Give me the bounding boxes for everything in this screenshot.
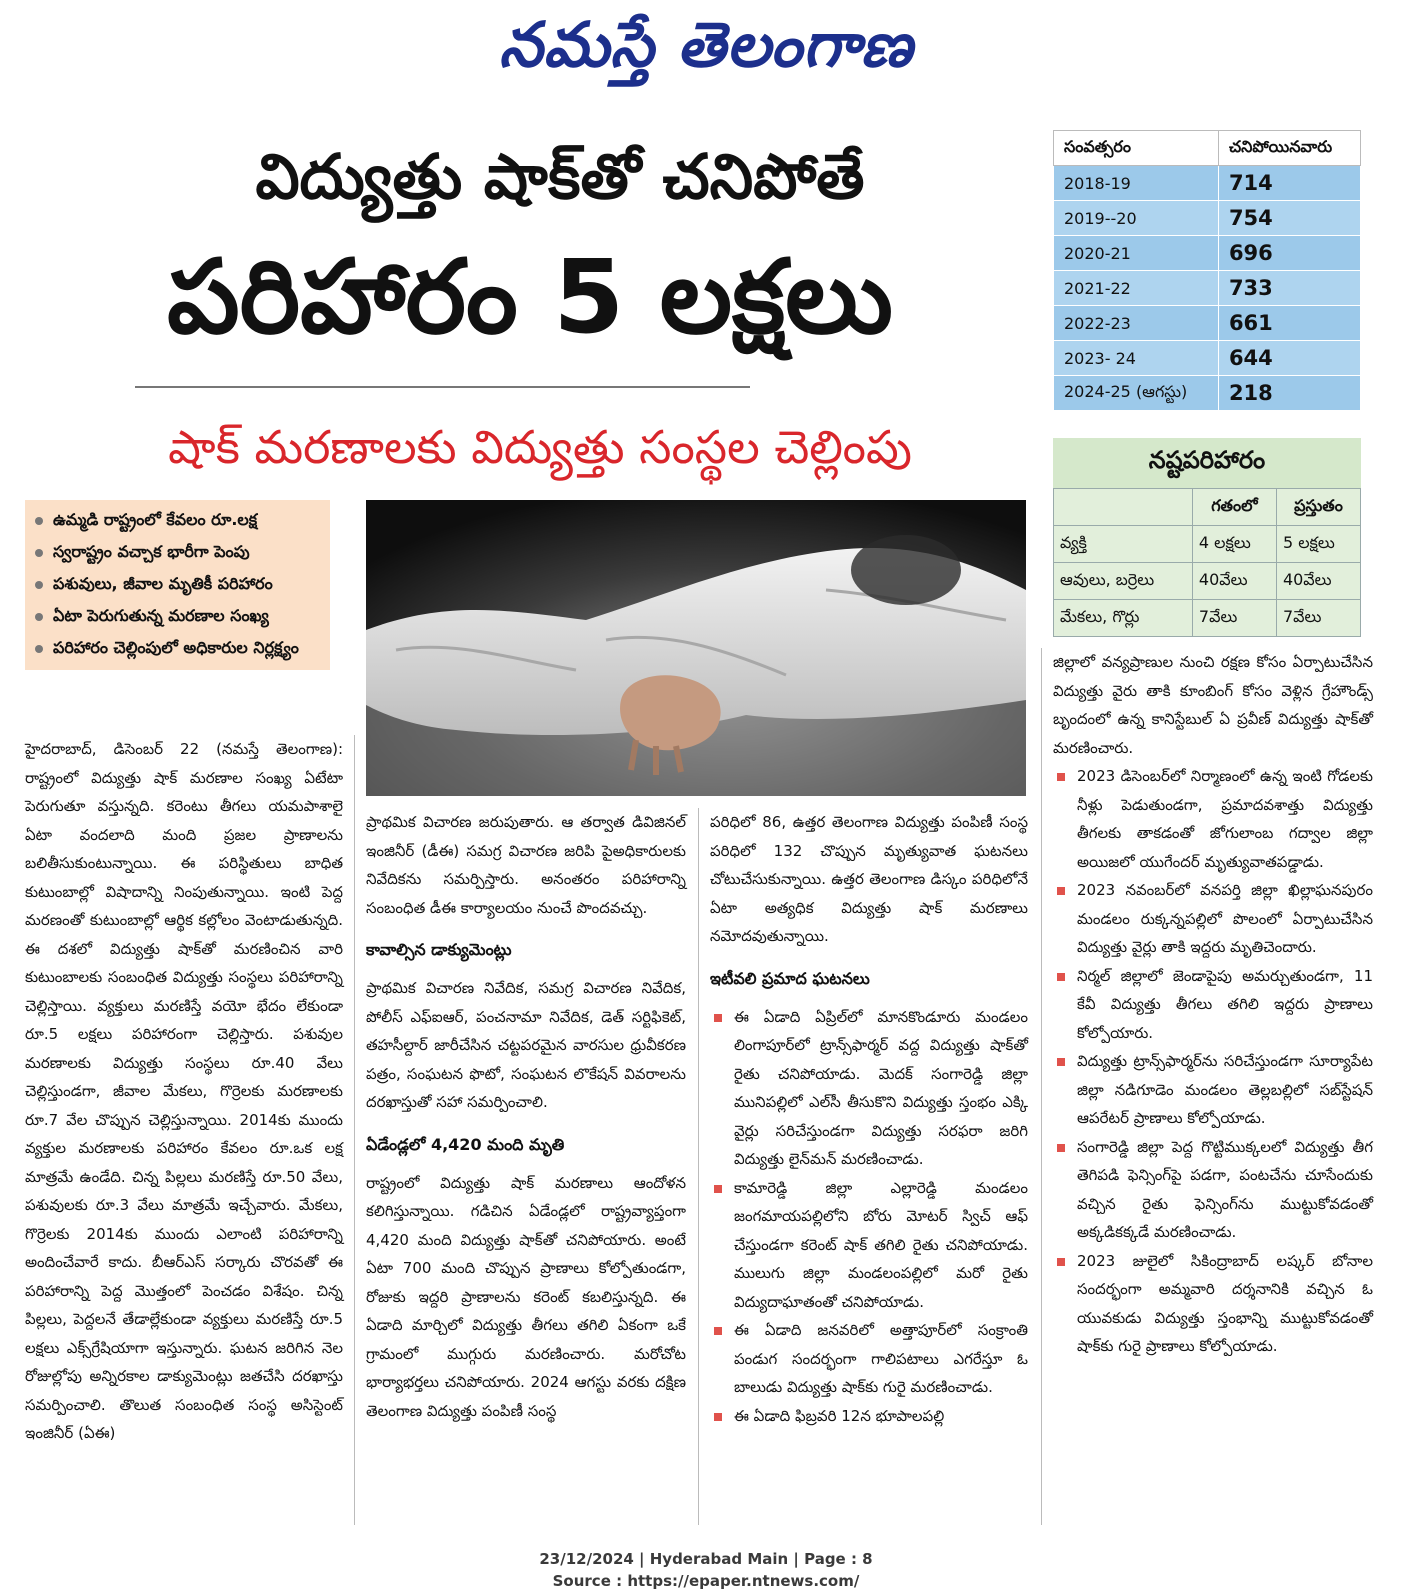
year-cell: 2020-21 — [1054, 236, 1219, 271]
incident-text: విద్యుత్తు ట్రాన్స్‌ఫార్మర్‌ను సరిచేస్తుండగా సూర్యాపేట జిల్లా నడిగూడెం మండలం తెల్లబల్లిలో సబ్‌స్టేషన్ ఆపరేటర్ ప్రాణాలు కోల్పోయాడు. — [1077, 1052, 1373, 1127]
year-cell: 2019--20 — [1054, 201, 1219, 236]
article-paragraph: ప్రాథమిక విచారణ జరుపుతారు. ఆ తర్వాత డివిజినల్ ఇంజినీర్ (డీఈ) సమగ్ర విచారణ జరిపి పైఅధికారులకు నివేదికను సమర్పిస్తారు. అనంతరం పరిహారాన్ని సంబంధిత డీఈ కార్యాలయం నుంచే పొందవచ్చు. — [366, 813, 686, 917]
headline-rule — [135, 386, 750, 388]
column-divider — [698, 808, 699, 1525]
incident-item — [710, 1174, 1028, 1317]
highlight-item — [33, 504, 322, 536]
table-header-row — [1054, 489, 1361, 526]
highlight-text: ఏటా పెరుగుతున్న మరణాల సంఖ్య — [53, 606, 269, 625]
article-paragraph: రాష్ట్రంలో విద్యుత్తు షాక్ మరణాలు ఆందోళన కలిగిస్తున్నాయి. గడిచిన ఏడేండ్లలో రాష్ట్రవ్యాప్తంగా 4,420 మంది విద్యుత్తు షాక్‌తో చనిపోయారు. అంటే ఏటా 700 మంది చొప్పున ప్రాణాలు కోల్పోతుండగా, రోజుకు ఇద్దరి ప్రాణాలను కరెంట్ కబలిస్తున్నది. ఈ ఏడాది మార్చిలో విద్యుత్తు తీగలు తగిలి ఏకంగా ఒకే గ్రామంలో ముగ్గురు మరణించారు. మరోచోట భార్యాభర్తలు చనిపోయారు. 2024 ఆగస్టు వరకు దక్షిణ తెలంగాణ విద్యుత్తు పంపిణీ సంస్థ — [366, 1173, 686, 1420]
newspaper-masthead: నమస్తే తెలంగాణ — [498, 8, 914, 81]
incident-item — [710, 1402, 1028, 1431]
count-cell: 661 — [1218, 306, 1360, 341]
incident-item — [710, 1316, 1028, 1402]
column-divider — [1041, 648, 1042, 1525]
year-cell: 2024-25 (ఆగస్టు) — [1054, 376, 1219, 411]
bullet-icon — [714, 1327, 722, 1335]
incident-text: కామారెడ్డి జిల్లా ఎల్లారెడ్డి మండలం జంగమాయపల్లిలోని బోరు మోటర్ స్విచ్ ఆఫ్ చేస్తుండగా కరెంట్ షాక్ తగిలి రైతు చనిపోయాడు. ములుగు జిల్లా మండలంపల్లిలో మరో రైతు విద్యుదాఘాతంతో చనిపోయాడు. — [734, 1178, 1028, 1311]
incident-text: నిర్మల్ జిల్లాలో జెండాపైపు అమర్చుతుండగా, 11 కేవీ విద్యుత్తు తీగలు తగిలి ఇద్దరు ప్రాణాలు కోల్పోయారు. — [1077, 966, 1373, 1042]
bullet-icon — [35, 581, 43, 589]
edition-info: 23/12/2024 | Hyderabad Main | Page : 8 — [539, 1550, 873, 1568]
year-cell: 2018-19 — [1054, 166, 1219, 201]
headline-line2: పరిహారం 5 లక్షలు — [167, 238, 893, 357]
covered-body-illustration — [366, 500, 1026, 796]
bullet-icon — [35, 549, 43, 557]
count-cell: 644 — [1218, 341, 1360, 376]
year-cell: 2021-22 — [1054, 271, 1219, 306]
table-header: ప్రస్తుతం — [1276, 489, 1360, 526]
count-cell: 733 — [1218, 271, 1360, 306]
highlight-text: పశువులు, జీవాల మృతికీ పరిహారం — [53, 574, 273, 593]
current-cell: 7వేలు — [1276, 600, 1360, 637]
count-cell: 714 — [1218, 166, 1360, 201]
compensation-table — [1053, 438, 1361, 637]
incident-item — [1053, 762, 1373, 876]
bullet-icon — [1057, 1258, 1065, 1266]
table-header — [1054, 489, 1193, 526]
source-link[interactable]: Source : https://epaper.ntnews.com/ — [552, 1572, 860, 1590]
article-column-1 — [25, 735, 343, 1448]
section-subheading: ఏడేండ్లలో 4,420 మంది మృతి — [366, 1134, 565, 1154]
section-subheading: కావాల్సిన డాక్యుమెంట్లు — [366, 940, 512, 959]
bullet-icon — [714, 1413, 722, 1421]
incident-item — [1053, 962, 1373, 1048]
table-row — [1054, 166, 1361, 201]
highlight-text: ఉమ్మడి రాష్ట్రంలో కేవలం రూ.లక్ష — [53, 510, 258, 529]
incident-text: ఈ ఏడాది ఫిబ్రవరి 12న భూపాలపల్లి — [734, 1406, 945, 1425]
highlight-item — [33, 632, 322, 664]
table-row — [1054, 600, 1361, 637]
article-column-2 — [366, 808, 686, 1425]
current-cell: 5 లక్షలు — [1276, 526, 1360, 563]
article-column-3 — [710, 808, 1028, 1430]
year-cell: 2022-23 — [1054, 306, 1219, 341]
table-row — [1054, 526, 1361, 563]
incident-text: ఈ ఏడాది జనవరిలో అత్తాపూర్‌లో సంక్రాంతి పండుగ సందర్భంగా గాలిపటాలు ఎగరేస్తూ ఓ బాలుడు విద్యుత్తు షాక్‌కు గురై మరణించాడు. — [734, 1321, 1028, 1396]
incident-text: 2023 డిసెంబర్‌లో నిర్మాణంలో ఉన్న ఇంటి గోడలకు నీళ్లు పెడుతుండగా, ప్రమాదవశాత్తు విద్యుత్తు తీగలకు తాకడంతో జోగులాంబ గద్వాల జిల్లా అయిజలో యుగేందర్ మృత్యువాతపడ్డాడు. — [1077, 767, 1373, 871]
bullet-icon — [714, 1185, 722, 1193]
previous-cell: 40వేలు — [1192, 563, 1276, 600]
highlights-box — [25, 500, 330, 670]
news-photo — [366, 500, 1026, 796]
highlight-item — [33, 536, 322, 568]
table-header: సంవత్సరం — [1054, 131, 1219, 166]
bullet-icon — [714, 1014, 722, 1022]
article-paragraph: హైదరాబాద్, డిసెంబర్ 22 (నమస్తే తెలంగాణ): రాష్ట్రంలో విద్యుత్తు షాక్ మరణాల సంఖ్య ఏటేటా పెరుగుతూ వస్తున్నది. కరెంటు తీగలు యమపాశాలై ఏటా వందలాది మంది ప్రజల ప్రాణాలను బలితీసుకుంటున్నాయి. ఈ పరిస్థితులు బాధిత కుటుంబాల్లో విషాదాన్ని నింపుతున్నాయి. ఇంటి పెద్ద మరణంతో కుటుంబాల్లో ఆర్థిక కల్లోలం వెంటాడుతున్నది. ఈ దశలో విద్యుత్తు షాక్‌తో మరణించిన వారి కుటుంబాలకు సంబంధిత విద్యుత్తు సంస్థలు పరిహారాన్ని చెల్లిస్తాయి. వ్యక్తులు మరణిస్తే వయో భేదం లేకుండా రూ.5 లక్షలు పరిహారంగా చెల్లిస్తారు. పశువుల మరణాలకు విద్యుత్తు సంస్థలు రూ.40 వేలు చెల్లిస్తుండగా, జీవాల మేకలు, గొర్రెలకు మరణాలకు రూ.7 వేల చొప్పున చెల్లిస్తున్నాయి. 2014కు ముందు వ్యక్తుల మరణాలకు పరిహారం కేవలం రూ.ఒక లక్ష మాత్రమే ఉండేది. చిన్న పిల్లలు మరణిస్తే రూ.50 వేలు, పశువులకు రూ.3 వేలు మాత్రమే ఇచ్చేవారు. మేకలు, గొర్రెలకు 2014కు ముందు ఎలాంటి పరిహారాన్ని అందించేవారే కాదు. బీఆర్‌ఎస్ సర్కారు చొరవతో ఈ పరిహారాన్ని పెద్ద మొత్తంలో పెంచడం విశేషం. చిన్న పిల్లలు, పెద్దలనే తేడాల్లేకుండా వ్యక్తులు మరణిస్తే రూ.5 లక్షలు ఎక్స్‌గ్రేషియాగా ఇస్తున్నారు. ఘటన జరిగిన నెల రోజుల్లోపు అన్నిరకాల డాక్యుమెంట్లు జతచేసి దరఖాస్తు సమర్పించాలి. తొలుత సంబంధిత సంస్థ అసిస్టెంట్ ఇంజినీర్ (ఏఈ) — [25, 740, 343, 1442]
category-cell: మేకలు, గొర్లు — [1054, 600, 1193, 637]
current-cell: 40వేలు — [1276, 563, 1360, 600]
bullet-icon — [35, 645, 43, 653]
bullet-icon — [35, 517, 43, 525]
count-cell: 754 — [1218, 201, 1360, 236]
incident-text: 2023 నవంబర్‌లో వనపర్తి జిల్లా ఖిల్లాఘనపురం మండలం రుక్కన్నపల్లిలో పొలంలో ఏర్పాటుచేసిన విద్యుత్తు వైర్లు తాకి ఇద్దరు మృతిచెందారు. — [1077, 881, 1373, 956]
table-row — [1054, 563, 1361, 600]
table-row — [1054, 236, 1361, 271]
article-paragraph: ప్రాథమిక విచారణ నివేదిక, సమగ్ర విచారణ నివేదిక, పోలీస్ ఎఫ్‌ఐఆర్, పంచనామా నివేదిక, డెత్ సర్టిఫికెట్, తహసీల్దార్ జారీచేసిన చట్టపరమైన వారసుల ధ్రువీకరణ పత్రం, సంఘటన ఫొటో, సంఘటన లొకేషన్ వివరాలను దరఖాస్తుతో సహా సమర్పించాలి. — [366, 979, 686, 1111]
highlight-text: పరిహారం చెల్లింపులో అధికారుల నిర్లక్ష్యం — [53, 638, 299, 657]
incident-item — [1053, 1047, 1373, 1133]
column-divider — [354, 735, 355, 1525]
bullet-icon — [35, 613, 43, 621]
count-cell: 696 — [1218, 236, 1360, 271]
category-cell: ఆవులు, బర్రెలు — [1054, 563, 1193, 600]
incident-text: 2023 జులైలో సికింద్రాబాద్ లష్కర్ బోనాల సందర్భంగా అమ్మవారి దర్శనానికి వచ్చిన ఓ యువకుడు విద్యుత్తు స్తంభాన్ని ముట్టుకోవడంతో షాక్‌కు గురై ప్రాణాలు కోల్పోయాడు. — [1077, 1251, 1373, 1355]
compensation-title: నష్టపరిహారం — [1053, 438, 1361, 488]
deaths-by-year-table — [1053, 130, 1361, 411]
section-subheading: ఇటీవలి ప్రమాద ఘటనలు — [710, 968, 870, 988]
table-row — [1054, 201, 1361, 236]
category-cell: వ్యక్తి — [1054, 526, 1193, 563]
article-column-4 — [1053, 648, 1373, 1361]
table-row — [1054, 271, 1361, 306]
table-row — [1054, 341, 1361, 376]
table-header: చనిపోయినవారు — [1218, 131, 1360, 166]
incident-item — [710, 1003, 1028, 1174]
page-footer — [0, 1548, 1412, 1592]
article-paragraph: జిల్లాలో వన్యప్రాణుల నుంచి రక్షణ కోసం ఏర్పాటుచేసిన విద్యుత్తు వైరు తాకి కూంబింగ్ కోసం వెళ్లిన గ్రేహౌండ్స్ బృందంలో ఉన్న కానిస్టేబుల్ ఏ ప్రవీణ్ విద్యుత్తు షాక్‌తో మరణించారు. — [1053, 653, 1373, 757]
headline-line1: విద్యుత్తు షాక్‌తో చనిపోతే — [255, 140, 865, 213]
previous-cell: 4 లక్షలు — [1192, 526, 1276, 563]
table-row — [1054, 306, 1361, 341]
bullet-icon — [1057, 1144, 1065, 1152]
incident-text: ఈ ఏడాది ఏప్రిల్‌లో మానకొండూరు మండలం లింగాపూర్‌లో ట్రాన్స్‌ఫార్మర్ వద్ద విద్యుత్తు షాక్‌తో రైతు చనిపోయాడు. మెదక్ సంగారెడ్డి జిల్లా మునిపల్లిలో ఎల్‌సీ తీసుకొని విద్యుత్తు స్తంభం ఎక్కి వైర్లు సరిచేస్తుండగా విద్యుత్తు సరఫరా జరిగి విద్యుత్తు లైన్‌మన్ మరణించాడు. — [734, 1007, 1028, 1168]
year-cell: 2023- 24 — [1054, 341, 1219, 376]
incident-text: సంగారెడ్డి జిల్లా పెద్ద గొట్టిముక్కలలో విద్యుత్తు తీగ తెగిపడి ఫెన్సింగ్‌పై పడగా, పంటచేను చూసేందుకు వచ్చిన రైతు ఫెన్సింగ్‌ను ముట్టుకోవడంతో అక్కడికక్కడే మరణించాడు. — [1077, 1137, 1373, 1241]
count-cell: 218 — [1218, 376, 1360, 411]
highlight-item — [33, 568, 322, 600]
table-header: గతంలో — [1192, 489, 1276, 526]
bullet-icon — [1057, 1058, 1065, 1066]
highlight-text: స్వరాష్ట్రం వచ్చాక భారీగా పెంపు — [53, 542, 250, 561]
table-row — [1054, 376, 1361, 411]
bullet-icon — [1057, 973, 1065, 981]
previous-cell: 7వేలు — [1192, 600, 1276, 637]
highlight-item — [33, 600, 322, 632]
article-paragraph: పరిధిలో 86, ఉత్తర తెలంగాణ విద్యుత్తు పంపిణీ సంస్థ పరిధిలో 132 చొప్పున మృత్యువాత ఘటనలు చోటుచేసుకున్నాయి. ఉత్తర తెలంగాణ డిస్కం పరిధిలోనే ఏటా అత్యధిక విద్యుత్తు షాక్ మరణాలు నమోదవుతున్నాయి. — [710, 813, 1028, 945]
incident-item — [1053, 876, 1373, 962]
incident-item — [1053, 1247, 1373, 1361]
bullet-icon — [1057, 887, 1065, 895]
incident-item — [1053, 1133, 1373, 1247]
bullet-icon — [1057, 773, 1065, 781]
subheadline: షాక్ మరణాలకు విద్యుత్తు సంస్థల చెల్లింపు — [168, 420, 912, 474]
